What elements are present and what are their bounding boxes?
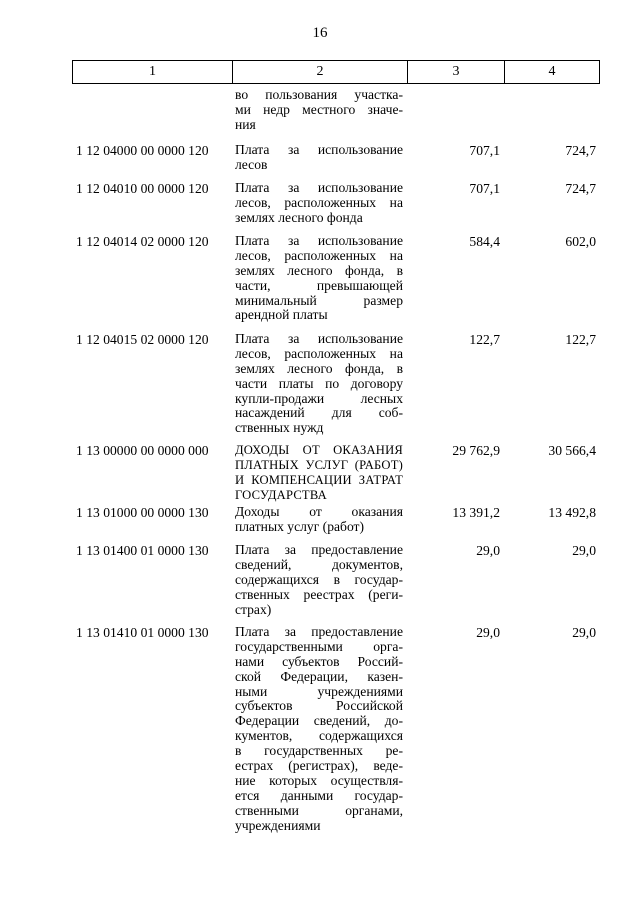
header-col-3: 3: [408, 61, 505, 83]
name-line: Федерации сведений, до-: [235, 713, 403, 729]
name-line: лесов, расположенных на: [235, 194, 403, 210]
row-value-col3: 29,0: [476, 543, 500, 558]
name-line: насаждений для соб-: [235, 405, 403, 421]
row-code: 1 13 00000 00 0000 000: [76, 443, 209, 458]
name-line: ственных нужд: [235, 420, 324, 436]
name-line: Плата за предоставление: [235, 624, 403, 639]
name-line: в государственных ре-: [235, 743, 403, 759]
row-name: [235, 625, 403, 833]
row-name: [235, 88, 403, 133]
row-value-col3: 29,0: [476, 625, 500, 640]
row-value-col3: 122,7: [469, 332, 500, 347]
row-code: 1 13 01400 01 0000 130: [76, 543, 209, 558]
row-value-col3: 707,1: [469, 143, 500, 158]
name-line: лесов, расположенных на: [235, 345, 403, 361]
name-line: ния: [235, 116, 256, 132]
name-line: ДОХОДЫ ОТ ОКАЗАНИЯ: [235, 443, 403, 457]
name-line: ской Федерации, казен-: [235, 668, 403, 684]
row-code: 1 12 04010 00 0000 120: [76, 181, 209, 196]
row-name: [235, 181, 403, 226]
name-line: Плата за использование: [235, 142, 403, 157]
name-line: части, превышающей: [235, 277, 403, 293]
row-code: 1 12 04015 02 0000 120: [76, 332, 209, 347]
row-value-col4: 724,7: [565, 181, 596, 196]
row-value-col4: 122,7: [565, 332, 596, 347]
name-line: землях лесного фонда, в: [235, 262, 403, 278]
name-line: ГОСУДАРСТВА: [235, 487, 327, 502]
name-line: учреждениями: [235, 817, 321, 833]
row-code: 1 12 04014 02 0000 120: [76, 234, 209, 249]
name-line: Доходы от оказания: [235, 504, 403, 519]
row-name: [235, 143, 403, 173]
name-line: платных услуг (работ): [235, 518, 365, 534]
name-line: минимальный размер: [235, 292, 403, 308]
name-line: ется данными государ-: [235, 787, 403, 803]
row-value-col4: 29,0: [572, 543, 596, 558]
row-value-col4: 602,0: [565, 234, 596, 249]
name-line: землях лесного фонда, в: [235, 360, 403, 376]
row-name: [235, 332, 403, 436]
row-value-col3: 13 391,2: [452, 505, 500, 520]
name-line: страх): [235, 601, 272, 617]
name-line: Плата за предоставление: [235, 542, 403, 557]
name-line: арендной платы: [235, 307, 328, 323]
row-value-col4: 13 492,8: [548, 505, 596, 520]
header-col-1: 1: [73, 61, 233, 83]
name-line: части платы по договору: [235, 375, 403, 391]
name-line: кументов, содержащихся: [235, 728, 403, 744]
name-line: ственных реестрах (реги-: [235, 586, 403, 602]
name-line: купли-продажи лесных: [235, 390, 403, 406]
row-value-col4: 29,0: [572, 625, 596, 640]
row-code: 1 13 01410 01 0000 130: [76, 625, 209, 640]
row-name: [235, 443, 403, 503]
name-line: Плата за использование: [235, 233, 403, 248]
table-header: [72, 60, 600, 84]
name-line: И КОМПЕНСАЦИИ ЗАТРАТ: [235, 472, 403, 487]
row-code: 1 12 04000 00 0000 120: [76, 143, 209, 158]
name-line: субъектов Российской: [235, 698, 403, 714]
row-value-col4: 30 566,4: [548, 443, 596, 458]
name-line: Плата за использование: [235, 331, 403, 346]
name-line: Плата за использование: [235, 180, 403, 195]
row-name: [235, 543, 403, 617]
header-col-4: 4: [548, 64, 556, 79]
row-value-col3: 584,4: [469, 234, 500, 249]
name-line: ПЛАТНЫХ УСЛУГ (РАБОТ): [235, 457, 403, 472]
row-name: [235, 505, 403, 535]
name-line: ние которых осуществля-: [235, 772, 403, 788]
name-line: ми недр местного значе-: [235, 101, 403, 117]
name-line: сведений, документов,: [235, 556, 403, 572]
row-code: 1 13 01000 00 0000 130: [76, 505, 209, 520]
name-line: содержащихся в государ-: [235, 571, 403, 587]
name-line: естрах (регистрах), веде-: [235, 758, 403, 774]
name-line: лесов: [235, 156, 268, 172]
header-col-2: 2: [233, 61, 408, 83]
row-value-col3: 29 762,9: [452, 443, 500, 458]
name-line: лесов, расположенных на: [235, 247, 403, 263]
name-line: ными учреждениями: [235, 683, 403, 699]
row-name: [235, 234, 403, 323]
name-line: ственными органами,: [235, 802, 403, 818]
row-value-col3: 707,1: [469, 181, 500, 196]
name-line: нами субъектов Россий-: [235, 653, 403, 669]
name-line: государственными орга-: [235, 638, 403, 654]
name-line: землях лесного фонда: [235, 209, 363, 225]
name-line: во пользования участка-: [235, 87, 403, 102]
page-number: 16: [312, 25, 328, 41]
row-value-col4: 724,7: [565, 143, 596, 158]
